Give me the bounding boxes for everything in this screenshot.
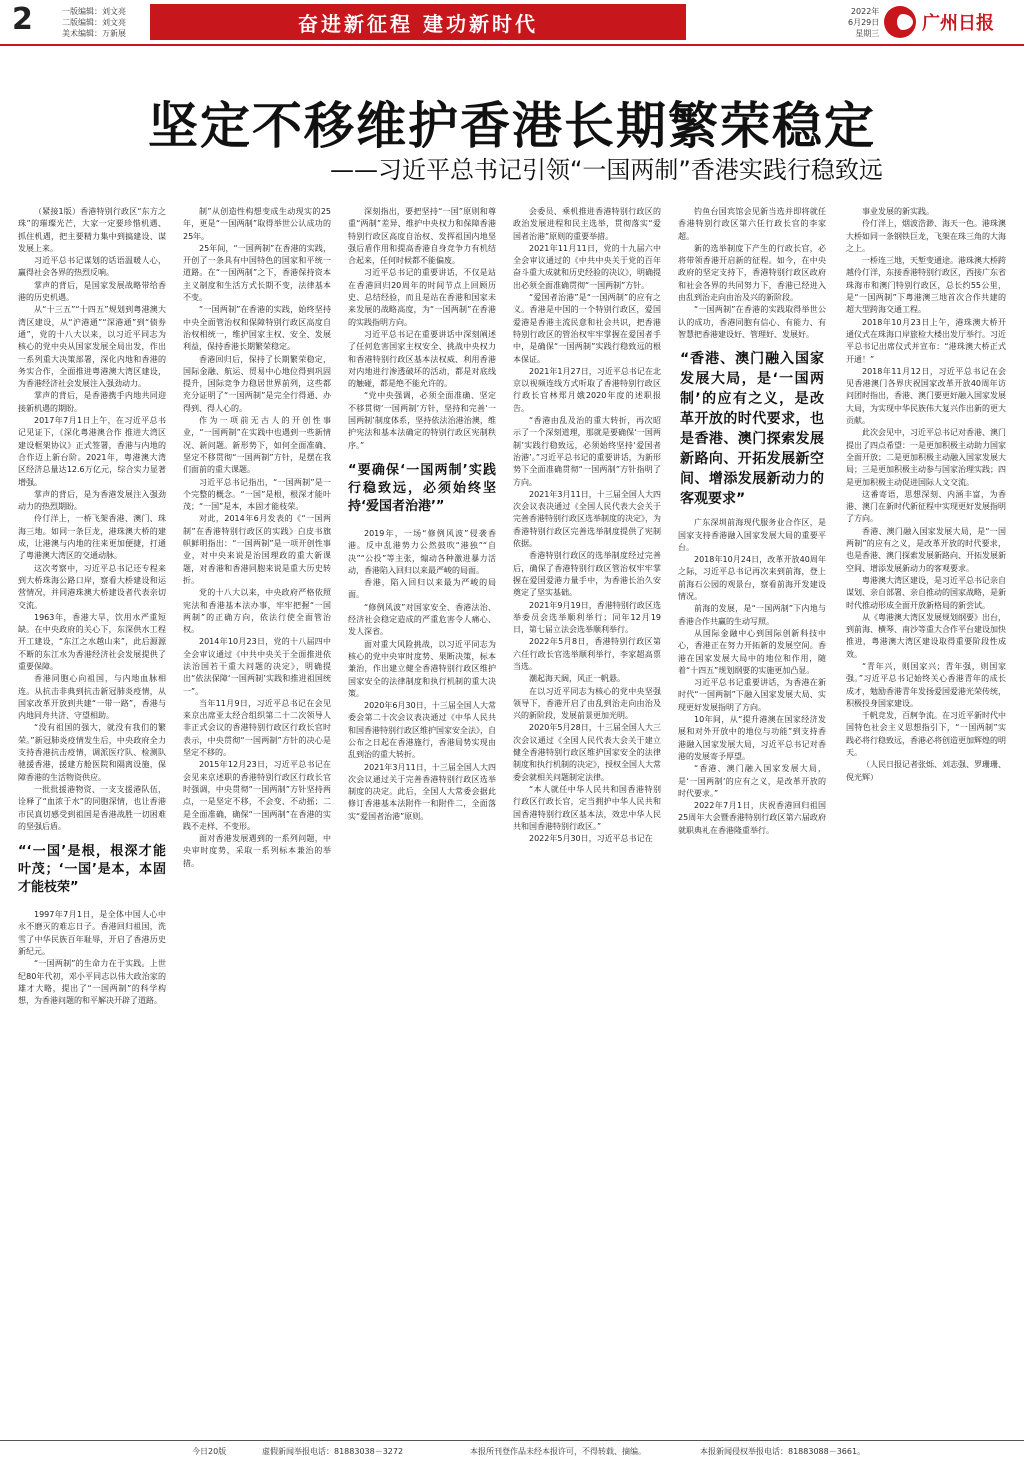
editor-line: 一版编辑：刘文亮 (62, 7, 126, 16)
masthead (0, 0, 1024, 46)
paragraph: 2022年7月1日，庆祝香港回归祖国25周年大会暨香港特别行政区第六届政府就职典礼在香港隆重举行。 (678, 801, 826, 835)
paragraph: “党中央强调，必须全面准确、坚定不移贯彻‘一国两制’方针，坚持和完善‘一国两制’制度体系，坚持依法治港治澳，维护宪法和基本法确定的特别行政区宪制秩序。” (348, 391, 496, 450)
paragraph: 1963年，香港大旱，饮用水严重短缺。在中央政府的关心下，东深供水工程开工建设，“东江之水越山来”，此后源源不断的东江水为香港经济社会发展提供了重要保障。 (18, 612, 166, 671)
banner-text: 奋进新征程 建功新时代 (298, 11, 538, 36)
paragraph: 会委员、乘机推进香港特别行政区的政治发展进程和民主选举，贯彻落实“爱国者治港”原则的重要举措。 (513, 207, 661, 241)
paragraph: 习近平总书记的重要讲话，不仅是站在香港回归20周年的时间节点上回顾历史、总结经验，而且是站在香港和国家未来发展的战略高度，为“一国两制”在香港的实践指明方向。 (348, 268, 496, 327)
date-day: 6月29日 (848, 18, 880, 27)
paragraph: “爱国者治港”是“一国两制”的应有之义。香港是中国的一个特别行政区，爱国爱港是香港主流民意和社会共识，把香港特别行政区的管治权牢牢掌握在爱国者手中，是确保“一国两制”实践行稳致远的根本保证。 (513, 293, 661, 364)
paragraph: 制”从创造性构想变成生动现实的25年，更是“一国两制”取得举世公认成功的25年。 (183, 207, 331, 241)
paragraph: 掌声的背后，是香港携手内地共同迎接新机遇的期盼。 (18, 391, 166, 413)
paragraph: “一国两制”的生命力在于实践。上世纪80年代初，邓小平同志以伟大政治家的雄才大略，提出了“一国两制”的科学构想，为香港问题的和平解决开辟了道路。 (18, 959, 166, 1006)
page-number: 2 (12, 2, 33, 37)
paragraph: 2021年9月19日，香港特别行政区选举委员会选举顺利举行；同年12月19日，第七届立法会选举顺利举行。 (513, 600, 661, 635)
paragraph: 香港特别行政区的选举制度经过完善后，确保了香港特别行政区管治权牢牢掌握在爱国爱港力量手中，为香港长治久安奠定了坚实基础。 (513, 551, 661, 598)
pull-quote-1: “‘一国’是根，根深才能叶茂；‘一国’是本，本固才能枝荣” (18, 844, 166, 896)
paragraph: 伶仃洋上，烟波浩渺、海天一色。港珠澳大桥如同一条钢铁巨龙，飞架在珠三角的大海之上。 (846, 219, 1006, 253)
paragraph: 25年间，“一国两制”在香港的实践，开创了一条具有中国特色的国家和平统一道路。在“一国两制”之下，香港保持资本主义制度和生活方式长期不变，法律基本不变。 (183, 243, 331, 303)
editor-credits (62, 6, 126, 39)
paragraph: 2021年1月27日，习近平总书记在北京以视频连线方式听取了香港特别行政区行政长官林郑月娥2020年度的述职报告。 (513, 366, 661, 413)
paragraph: 掌声的背后，是为香港发展注入强劲动力的热烈期盼。 (18, 489, 166, 512)
paragraph: 在以习近平同志为核心的党中央坚强领导下，香港开启了由乱到治走向由治及兴的新阶段，发展前景更加光明。 (513, 686, 661, 721)
paragraph: 对此，2014年6月发表的《“一国两制”在香港特别行政区的实践》白皮书旗帜鲜明指出：“一国两制”是一项开创性事业，对中央来说是治国理政的重大新课题，对香港和香港同胞来说是重大历史转折。 (183, 514, 331, 585)
masthead-rule (0, 44, 1024, 46)
paragraph: “没有祖国的强大，就没有我们的繁荣。”新冠肺炎疫情发生后，中央政府全力支持香港抗击疫情，调派医疗队、检测队驰援香港，援建方舱医院和隔离设施，保障香港的生活物资供应。 (18, 723, 166, 782)
paragraph: 前海的发展，是“一国两制”下内地与香港合作共赢的生动写照。 (678, 604, 826, 626)
paragraph: 习近平总书记在重要讲话中深刻阐述了任何危害国家主权安全、挑战中央权力和香港特别行政区基本法权威、利用香港对内地进行渗透破坏的活动，都是对底线的触碰，都是绝不能允许的。 (348, 329, 496, 389)
footer-hotline: 虚假新闻举报电话：81883038－3272 (262, 1447, 404, 1456)
paragraph: 深刻指出，要把坚持“一国”原则和尊重“两制”差异、维护中央权力和保障香港特别行政区高度自治权、发挥祖国内地坚强后盾作用和提高香港自身竞争力有机结合起来，任何时候都不能偏废。 (348, 207, 496, 266)
subheadline: ——习近平总书记引领“一国两制”香港实践行稳致远 (330, 156, 883, 184)
article-column-4 (513, 206, 661, 1431)
paragraph: “青年兴，则国家兴；青年强，则国家强。”习近平总书记始终关心香港青年的成长成才，勉励香港青年发扬爱国爱港光荣传统，积极投身国家建设。 (846, 661, 1006, 708)
paragraph: 新的选举制度下产生的行政长官，必将带领香港开启新的征程。如今，在中央政府的坚定支持下，香港特别行政区政府和社会各界的共同努力下，香港已经进入由乱到治走向由治及兴的新阶段。 (678, 243, 826, 303)
paragraph: 广东深圳前海现代服务业合作区，是国家支持香港融入国家发展大局的重要平台。 (678, 518, 826, 552)
paragraph: 香港同胞心向祖国，与内地血脉相连。从抗击非典到抗击新冠肺炎疫情，从国家改革开放到共建“一带一路”，香港与内地同舟共济、守望相助。 (18, 674, 166, 721)
paragraph: 一桥连三地，天堑变通途。港珠澳大桥跨越伶仃洋，东接香港特别行政区，西接广东省珠海市和澳门特别行政区，总长约55公里，是“一国两制”下粤港澳三地首次合作共建的超大型跨海交通工程。 (846, 256, 1006, 315)
paragraph: 2021年3月11日，十三届全国人大四次会议通过关于完善香港特别行政区选举制度的决定。此后，全国人大常委会据此修订香港基本法附件一和附件二，全面落实“爱国者治港”原则。 (348, 762, 496, 821)
paragraph: 伶仃洋上，一桥飞架香港、澳门、珠海三地。如同一条巨龙，港珠澳大桥的建成，让港澳与内地的往来更加便捷，打通了粤港澳大湾区的交通动脉。 (18, 514, 166, 561)
paragraph: 面对香港发展遇到的一系列问题，中央审时度势，采取一系列标本兼治的举措。 (183, 834, 331, 868)
article-column-6 (846, 206, 1006, 1431)
paragraph: 香港、澳门融入国家发展大局，是“一国两制”的应有之义，是改革开放的时代要求，也是香港、澳门探索发展新路向、开拓发展新空间、增添发展新动力的客观要求。 (846, 526, 1006, 573)
paragraph: 潮起海天阔，风正一帆悬。 (529, 674, 625, 684)
pull-quote-2: “要确保‘一国两制’实践行稳致远，必须始终坚持‘爱国者治港’” (348, 462, 496, 514)
date-year: 2022年 (850, 7, 880, 16)
logo-name: 广州日报 (922, 13, 994, 34)
paragraph: 千帆竞发，百舸争流。在习近平新时代中国特色社会主义思想指引下，“一国两制”实践必将行稳致远，香港必将创造更加辉煌的明天。 (846, 711, 1006, 758)
paragraph: 2021年11月11日，党的十九届六中全会审议通过的《中共中央关于党的百年奋斗重大成就和历史经验的决议》，明确提出必须全面准确贯彻“一国两制”方针。 (513, 243, 661, 290)
paragraph: 从国际金融中心到国际创新科技中心，香港正在努力开拓新的发展空间。香港在国家发展大局中的地位和作用，随着“十四五”规划纲要的实施更加凸显。 (678, 628, 826, 675)
article-column-1 (18, 206, 166, 1431)
paragraph: 2018年10月23日上午，港珠澳大桥开通仪式在珠海口岸旅检大楼出发厅举行。习近平总书记出席仪式并宣布：“港珠澳大桥正式开通！” (846, 317, 1006, 364)
footer-page-count: 今日20版 (192, 1447, 227, 1456)
paragraph: 2020年6月30日，十三届全国人大常委会第二十次会议表决通过《中华人民共和国香港特别行政区维护国家安全法》，自公布之日起在香港施行，香港局势实现由乱到治的重大转折。 (348, 701, 496, 760)
paragraph: 掌声的背后，是国家发展战略带给香港的历史机遇。 (18, 280, 166, 303)
paragraph: 10年间，从“提升港澳在国家经济发展和对外开放中的地位与功能”到支持香港融入国家发展大局，习近平总书记对香港的发展寄予厚望。 (678, 715, 826, 761)
article-column-3 (348, 206, 496, 1431)
paragraph: “香港由乱及治的重大转折，再次昭示了一个深刻道理，那就是要确保‘一国两制’实践行稳致远，必须始终坚持‘爱国者治港’。”习近平总书记的重要讲话，为新形势下全面准确贯彻“一国两制”方针指明了方向。 (513, 416, 661, 487)
headline: 坚定不移维护香港长期繁荣稳定 (148, 96, 876, 155)
paragraph: 2021年3月11日，十三届全国人大四次会议表决通过《全国人民代表大会关于完善香港特别行政区选举制度的决定》，为香港特别行政区完善选举制度提供了宪制依据。 (513, 489, 661, 549)
paragraph: 习近平总书记重要讲话，为香港在新时代“一国两制”下融入国家发展大局、实现更好发展指明了方向。 (678, 678, 826, 712)
article-column-5 (678, 206, 826, 1431)
paragraph: 2018年11月12日，习近平总书记在会见香港澳门各界庆祝国家改革开放40周年访问团时指出，香港、澳门要更好融入国家发展大局，为实现中华民族伟大复兴作出新的更大贡献。 (846, 366, 1006, 426)
paragraph: 香港回归后，保持了长期繁荣稳定，国际金融、航运、贸易中心地位得到巩固提升，国际竞争力稳居世界前列，这些都充分证明了“一国两制”是完全行得通、办得到、得人心的。 (183, 354, 331, 413)
paragraph: 香港，陷入回归以来最为严峻的局面。 (348, 578, 496, 600)
paragraph: 1997年7月1日，是全体中国人心中永不磨灭的难忘日子。香港回归祖国，洗雪了中华民族百年耻辱，开启了香港历史新纪元。 (18, 910, 166, 957)
paragraph: 2019年，一场“修例风波”侵袭香港。反中乱港势力公然鼓吹“港独”“自决”“公投”等主张，煽动各种激进暴力活动，香港陷入回归以来最严峻的局面。 (348, 528, 496, 575)
paragraph: 此次会见中，习近平总书记对香港、澳门提出了四点希望：一是更加积极主动助力国家全面开放；二是更加积极主动融入国家发展大局；三是更加积极主动参与国家治理实践；四是更加积极主动促进国际人文交流。 (846, 428, 1006, 487)
paragraph: 2020年5月28日，十三届全国人大三次会议通过《全国人民代表大会关于建立健全香港特别行政区维护国家安全的法律制度和执行机制的决定》，授权全国人大常委会就相关问题制定法律。 (513, 723, 661, 782)
paragraph: 作为一项前无古人的开创性事业，“一国两制”在实践中也遇到一些新情况、新问题。新形势下，如何全面准确、坚定不移贯彻“一国两制”方针，是摆在我们面前的重大课题。 (183, 416, 331, 475)
paragraph: 这番寄语，思想深刻、内涵丰富，为香港、澳门在新时代新征程中实现更好发展指明了方向。 (846, 489, 1006, 524)
page-footer (0, 1440, 1024, 1462)
paragraph: 钓鱼台国宾馆会见新当选并即将就任香港特别行政区第六任行政长官的李家超。 (678, 207, 826, 241)
section-banner (150, 4, 686, 40)
paragraph: 2014年10月23日，党的十八届四中全会审议通过《中共中央关于全面推进依法治国若干重大问题的决定》，明确提出“依法保障‘一国两制’实践和推进祖国统一”。 (183, 637, 331, 696)
paragraph: 2018年10月24日，改革开放40周年之际，习近平总书记再次来到前海，登上前海石公园的观景台，察看前海开发建设情况。 (678, 555, 826, 602)
paragraph: 2022年5月8日，香港特别行政区第六任行政长官选举顺利举行，李家超高票当选。 (513, 637, 661, 671)
paragraph: 2022年5月30日，习近平总书记在 (529, 834, 653, 844)
paragraph: “修例风波”对国家安全、香港法治、经济社会稳定造成的严重危害令人痛心、发人深省。 (348, 602, 496, 637)
paragraph: 事业发展的新实践。 (862, 207, 934, 216)
footer-copyright-notice: 本报所刊登作品未经本报许可，不得转载、摘编。 (470, 1447, 646, 1456)
editor-line: 二版编辑：刘文亮 (62, 18, 126, 27)
paragraph: “一国两制”在香港的实践取得举世公认的成功，香港同胞有信心、有能力、有智慧把香港建设好、管理好、发展好。 (678, 305, 826, 339)
paragraph: “一国两制”在香港的实践，始终坚持中央全面管治权和保障特别行政区高度自治权相统一，维护国家主权、安全、发展利益，保持香港长期繁荣稳定。 (183, 305, 331, 352)
paragraph: 当年11月9日，习近平总书记在会见来京出席亚太经合组织第二十二次领导人非正式会议的香港特别行政区行政长官时表示，中央贯彻“一国两制”方针的决心是坚定不移的。 (183, 698, 331, 758)
paragraph: “香港、澳门融入国家发展大局，是‘一国两制’的应有之义，是改革开放的时代要求。” (678, 764, 826, 798)
paragraph: 从“十三五”“十四五”规划到粤港澳大湾区建设，从“沪港通”“深港通”到“债券通”，党的十八大以来，以习近平同志为核心的党中央从国家发展全局出发，作出一系列重大决策部署，深化内地和香港的务实合作，全面推进粤港澳大湾区建设，为香港经济社会发展注入强劲动力。 (18, 305, 166, 389)
pull-quote-3: “香港、澳门融入国家发展大局，是‘一国两制’的应有之义，是改革开放的时代要求，也是香港、澳门探索发展新路向、开拓发展新空间、增添发展新动力的客观要求” (680, 351, 824, 508)
paragraph: 一批批援港物资、一支支援港队伍，诠释了“血浓于水”的同胞深情，也让香港市民真切感受到祖国是香港战胜一切困难的坚强后盾。 (18, 784, 166, 831)
paragraph: 2017年7月1日上午，在习近平总书记见证下，《深化粤港澳合作 推进大湾区建设框架协议》正式签署，香港与内地的合作迈上新台阶。2021年，粤港澳大湾区经济总量达12.6万亿元，综合实力显著增强。 (18, 416, 166, 487)
paragraph: 从《粤港澳大湾区发展规划纲要》出台，到前海、横琴、南沙等重大合作平台建设加快推进，粤港澳大湾区建设取得重要阶段性成效。 (846, 612, 1006, 659)
paragraph: 习近平总书记谋划的话语温暖人心，赢得社会各界的热烈反响。 (18, 256, 166, 278)
paragraph: （紧接1版）香港特别行政区“东方之珠”的璀璨光芒，大家一定要珍惜机遇、抓住机遇，把主要精力集中到搞建设、谋发展上来。 (18, 207, 166, 253)
byline: （人民日报记者张烁、刘志强、罗珊珊、倪光辉） (846, 760, 1006, 782)
date-weekday: 星期三 (855, 29, 880, 38)
paragraph: 2015年12月23日，习近平总书记在会见来京述职的香港特别行政区行政长官时强调，中央贯彻“一国两制”方针坚持两点，一是坚定不移，不会变、不动摇；二是全面准确，确保“一国两制”在香港的实践不走样、不变形。 (183, 760, 331, 831)
newspaper-logo (884, 4, 1016, 40)
paragraph: 面对重大风险挑战，以习近平同志为核心的党中央审时度势、果断决策，标本兼治，作出建立健全香港特别行政区维护国家安全的法律制度和执行机制的重大决策。 (348, 639, 496, 698)
paragraph: “本人就任中华人民共和国香港特别行政区行政长官，定当拥护中华人民共和国香港特别行政区基本法，效忠中华人民共和国香港特别行政区。” (513, 784, 661, 831)
publication-date (848, 6, 879, 39)
paragraph: 习近平总书记指出，“一国两制”是一个完整的概念。“一国”是根，根深才能叶茂；“一国”是本，本固才能枝荣。 (183, 477, 331, 512)
editor-line: 美术编辑：万新展 (62, 29, 126, 38)
logo-mark-icon (884, 6, 916, 38)
paragraph: 粤港澳大湾区建设，是习近平总书记亲自谋划、亲自部署、亲自推动的国家战略，是新时代推动形成全面开放新格局的新尝试。 (846, 575, 1006, 610)
footer-report-line: 本报新闻侵权举报电话：81883088－3661。 (700, 1447, 866, 1456)
paragraph: 这次考察中，习近平总书记还专程来到大桥珠海公路口岸，察看大桥建设和运营情况，并同港珠澳大桥建设者代表亲切交流。 (18, 563, 166, 610)
article-column-2 (183, 206, 331, 1431)
paragraph: 党的十八大以来，中央政府严格依照宪法和香港基本法办事，牢牢把握“一国两制”的正确方向，依法行使全面管治权。 (183, 588, 331, 635)
